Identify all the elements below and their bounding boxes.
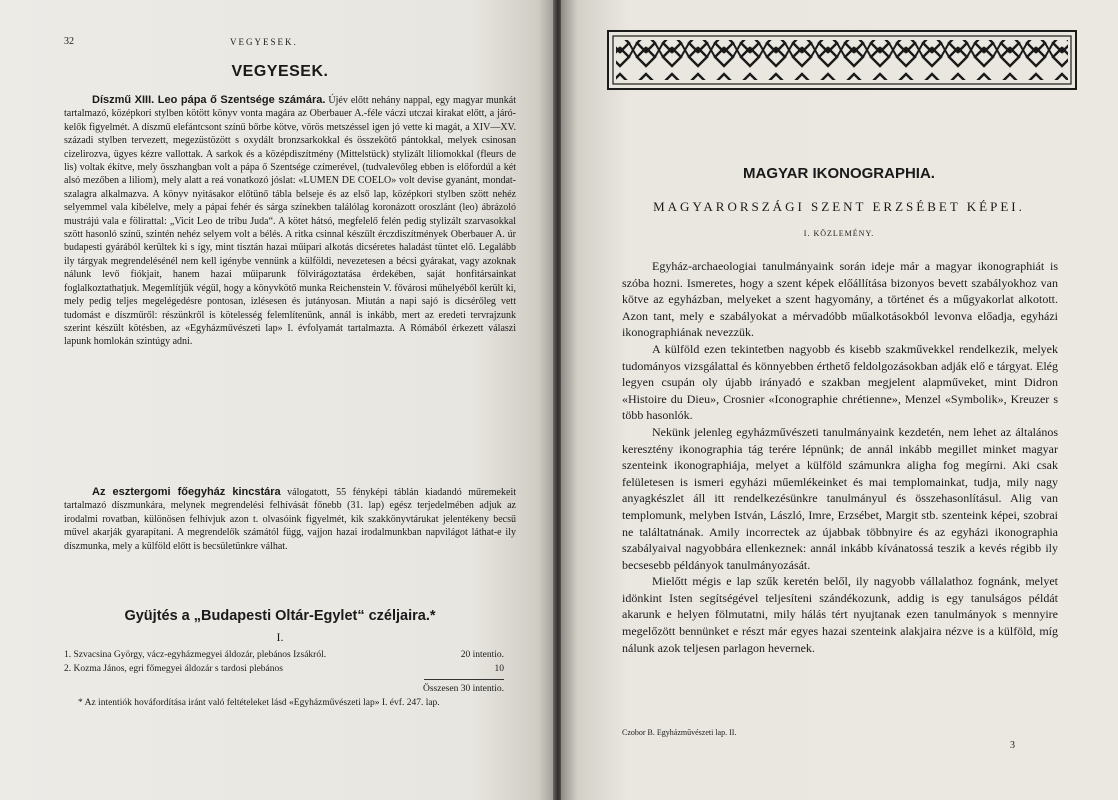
- left-page-number: 32: [64, 36, 74, 47]
- left-page: [0, 0, 555, 800]
- paragraph-heading: Az esztergomi főegyház kincstára: [92, 486, 281, 498]
- paragraph-heading: Díszmű XIII. Leo pápa ő Szentsége számára.: [92, 94, 326, 106]
- installment-label: I. KÖZLEMÉNY.: [803, 229, 875, 238]
- roman-numeral: I.: [276, 630, 284, 644]
- section-title: VEGYESEK.: [231, 63, 329, 80]
- article-subtitle: MAGYARORSZÁGI SZENT ERZSÉBET KÉPEI.: [653, 199, 1025, 214]
- collection-title: Gyüjtés a „Budapesti Oltár-Egylet“ czéljaira.*: [124, 608, 436, 624]
- ornamental-header-icon: [607, 30, 1077, 90]
- article-title: MAGYAR IKONOGRAPHIA.: [743, 165, 935, 182]
- paragraph: Mielőtt mégis e lap szűk keretén belől, ily nagyobb vállalathoz fognánk, melyet idönkint Isten segítségével teljesíteni szándékozunk, addig is egy tanulságos példát akarunk e helyen fölmutatni, mily hálás tért nyujtanak ezen tanulmányok s mennyire megelőzött bennünket e részt már egyes hazai szenteink alakjaira nézve is a külföld, míg nálunk azok teljesen parlagon hevernek.: [622, 574, 1058, 655]
- donation-row: [64, 664, 504, 674]
- donation-row: [64, 650, 504, 660]
- paragraph: A külföld ezen tekintetben nagyobb és kisebb szakművekkel rendelkezik, melyek tudományos vizsgálattal és könnyebben érthető feldolgozásokban adják elő e tárgyat. Elég legyen csupán oly újabb irányadó e szakban megjelent alapműveket, mint Didron «Histoire du Dieu», Crosnier «Iconographie chrétienne», Menzel «Symbolik», Kreuzer s több hasonlók.: [622, 341, 1058, 423]
- paragraph: Nekünk jelenleg egyházművészeti tanulmányaink kezdetén, nem lehet az általános keresztény ikonographia tág terére lépnünk; de annál inkább megillet minket magyar szenteink ikonographiája, melyet a külföld számunkra aligha fog megírni. Aki csak felületesen is ismeri egyházi műemlékeinket és mai templomainkat, tudja, mily nagy anyagkészlet áll itt rendelkezésünkre tanulmányul és összehasonlításul. Alig van templomunk, melyben István, László, Imre, Erzsébet, Margit stb. szenteink képei, szobrai ne találtatnának. Amily incorrectek az újabbak többnyire és az egyházi ikonographia szabályaival nagyobbára ellenkeznek: annál inkább kívánatossá teszik a kevés régibb ily becsesebb példányok tanulmányozását.: [622, 424, 1058, 572]
- article-body: [622, 258, 1058, 656]
- paragraph-text: válogatott, 55 fényképi táblán kiadandó műremekeit tartalmazó díszmunkára, melynek megrendelési felhívását főnebb (31. lap) egész terjedelmében adjuk az irodalmi rovatban, különösen felhívjuk azon t. olvasóink figyelmét, kik szakkönyvtárukat jelentékeny becsű művel akarják gyarapítani. A megrendelők számától függ, vajjon hazai irodalmunkban napvilágot láthat-e ily díszmunka, mely a külföld előtt is becsületünkre válhat.: [64, 487, 516, 552]
- page-footer: Czobor B. Egyházművészeti lap. II.: [622, 728, 737, 737]
- article-2: [64, 486, 516, 553]
- donation-text: 2. Kozma János, egri főmegyei áldozár s tardosi plebános: [64, 664, 283, 674]
- right-page-number: 3: [1010, 740, 1015, 751]
- footnote: * Az intentiók hováfordítása iránt való feltételeket lásd «Egyházművészeti lap» I. évf. 247. lap.: [78, 698, 440, 708]
- donation-total: Összesen 30 intentio.: [422, 684, 504, 694]
- paragraph-text: Újév előtt nehány nappal, egy magyar munkát tartalmazó, középkori stylben kötött könyv vonta magára az Oberbauer A.-féle váczi utczai kirakat előtt, a járó-kelők figyelmét. A díszmű elefántcsont színű bőrbe kötve, vörös metszéssel igen jó vette ki magát, a XIV—XV. századi stylben tervezett, megezüstözött s oxydált bronzsarkokkal és összekötő pántokkal, melyek csinosan cizelirozva, ügyes kézre vallottak. A sarkok és a középdiszítmény (Mittelstück) stylizált liliomokkal (fleurs de lis) voltak ékítve, mely összhangban volt a pápa ő Szentsége czímerével, (tudvalevőleg ebben is előfordúl a két alsó mezőben a liliom), mely alatt a reá vonatkozó jóslat: «LUMEN DE COELO» volt devise gyanánt, mondat-szalagra alkalmazva. A könyv nyitásakor előtünő tábla belseje és az első lap, középkori stylben szött nehéz selyemmel vala kibélelve, mely a pápai fehér és sárga színekben találólag koronázott oroszlánt (leo) ábrázoló mustrájú vala e fölirattal: „Vicit Leo de tribu Juda“. A kötet hátsó, megfelelő felén pedig stylizált szarvasokkal szött hasonló színű, szintén nehéz selyem volt a bélés. A ritka csinnal készült érczdiszítmények Oberbauer A. úr budapesti gyárából kerültek ki s így, mint tisztán hazai műipari alkotás dicséretes haladást tüntet elő. Legalább ily tárgyak megrendelésénél nem kell igénybe vennünk a külföldi, nevezetesen a bécsi gyárakat, vagy azoknak nálunk levő fiókjait, hanem hazai műiparunk fölvirágoztatása érdekében, saját honfitársainkat foglalkoztathatjuk. Megemlítjük végül, hogy a könyvkötő munka Reichenstein V. fővárosi műhelyéből került ki, mely pedig teljes megelégedésre pontosan, izlésesen és jutányosan. Miután a napi sajó is dicsérőleg vett tudomást e díszműről: részünkről is kötelesség felemlítenünk, annál is inkább, mert az eredeti tervrajzunk szerint készült kötésben, az «Egyházművészeti lap» I. évfolyamát tartalmazta. A Rómából érkezett válaszi lapunk homlokán szintúgy adni.: [64, 95, 517, 348]
- paragraph: [64, 94, 516, 349]
- donation-amount: 20 intentio.: [460, 650, 504, 660]
- paragraph: Egyház-archaeologiai tanulmányaink során ideje már a magyar ikonographiát is szóba hozni. Ismeretes, hogy a szent képek előállítása bizonyos bevett szabályokhoz van kötve az egyházban, melyeket a szent hagyomány, a történet és a műgyakorlat alkotott. Azon tant, mely e szabályokat a mérvadóbb műalkotásokból levonva előadja, egyházi ikonographiának nevezzük.: [622, 259, 1058, 340]
- paragraph: [64, 486, 516, 553]
- article-1: [64, 94, 516, 349]
- running-head: VEGYESEK.: [230, 37, 298, 47]
- donation-amount: 10: [494, 664, 504, 674]
- sum-rule: [424, 679, 504, 680]
- donation-text: 1. Szvacsina György, vácz-egyházmegyei áldozár, plebános Izsákról.: [64, 650, 327, 660]
